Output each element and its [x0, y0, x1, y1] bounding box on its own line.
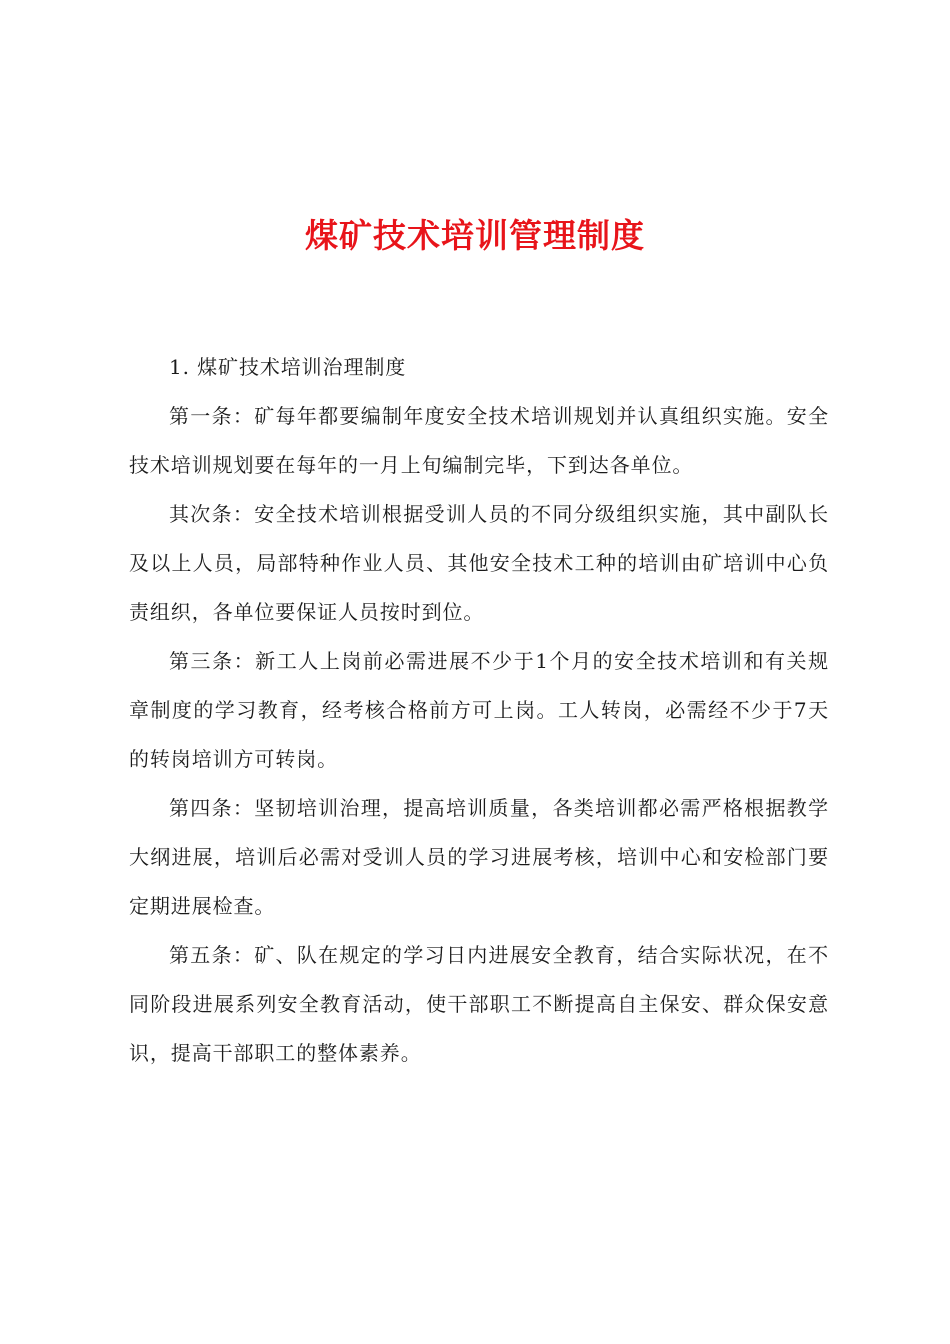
article-3-paragraph: 第三条：新工人上岗前必需进展不少于1个月的安全技术培训和有关规章制度的学习教育，经考核合格前方可上岗。工人转岗，必需经不少于7天的转岗培训方可转岗。	[129, 649, 829, 771]
document-title: 煤矿技术培训管理制度	[305, 216, 645, 255]
section-heading: 1. 煤矿技术培训治理制度	[169, 355, 407, 379]
document-body	[129, 343, 829, 1078]
article-1-paragraph: 第一条：矿每年都要编制年度安全技术培训规划并认真组织实施。安全技术培训规划要在每年的一月上旬编制完毕，下到达各单位。	[129, 404, 829, 477]
article-5-paragraph: 第五条：矿、队在规定的学习日内进展安全教育，结合实际状况，在不同阶段进展系列安全教育活动，使干部职工不断提高自主保安、群众保安意识，提高干部职工的整体素养。	[129, 943, 829, 1065]
article-4-paragraph: 第四条：坚韧培训治理，提高培训质量，各类培训都必需严格根据教学大纲进展，培训后必需对受训人员的学习进展考核，培训中心和安检部门要定期进展检查。	[129, 796, 829, 918]
article-2-paragraph: 其次条：安全技术培训根据受训人员的不同分级组织实施，其中副队长及以上人员，局部特种作业人员、其他安全技术工种的培训由矿培训中心负责组织，各单位要保证人员按时到位。	[129, 502, 829, 624]
